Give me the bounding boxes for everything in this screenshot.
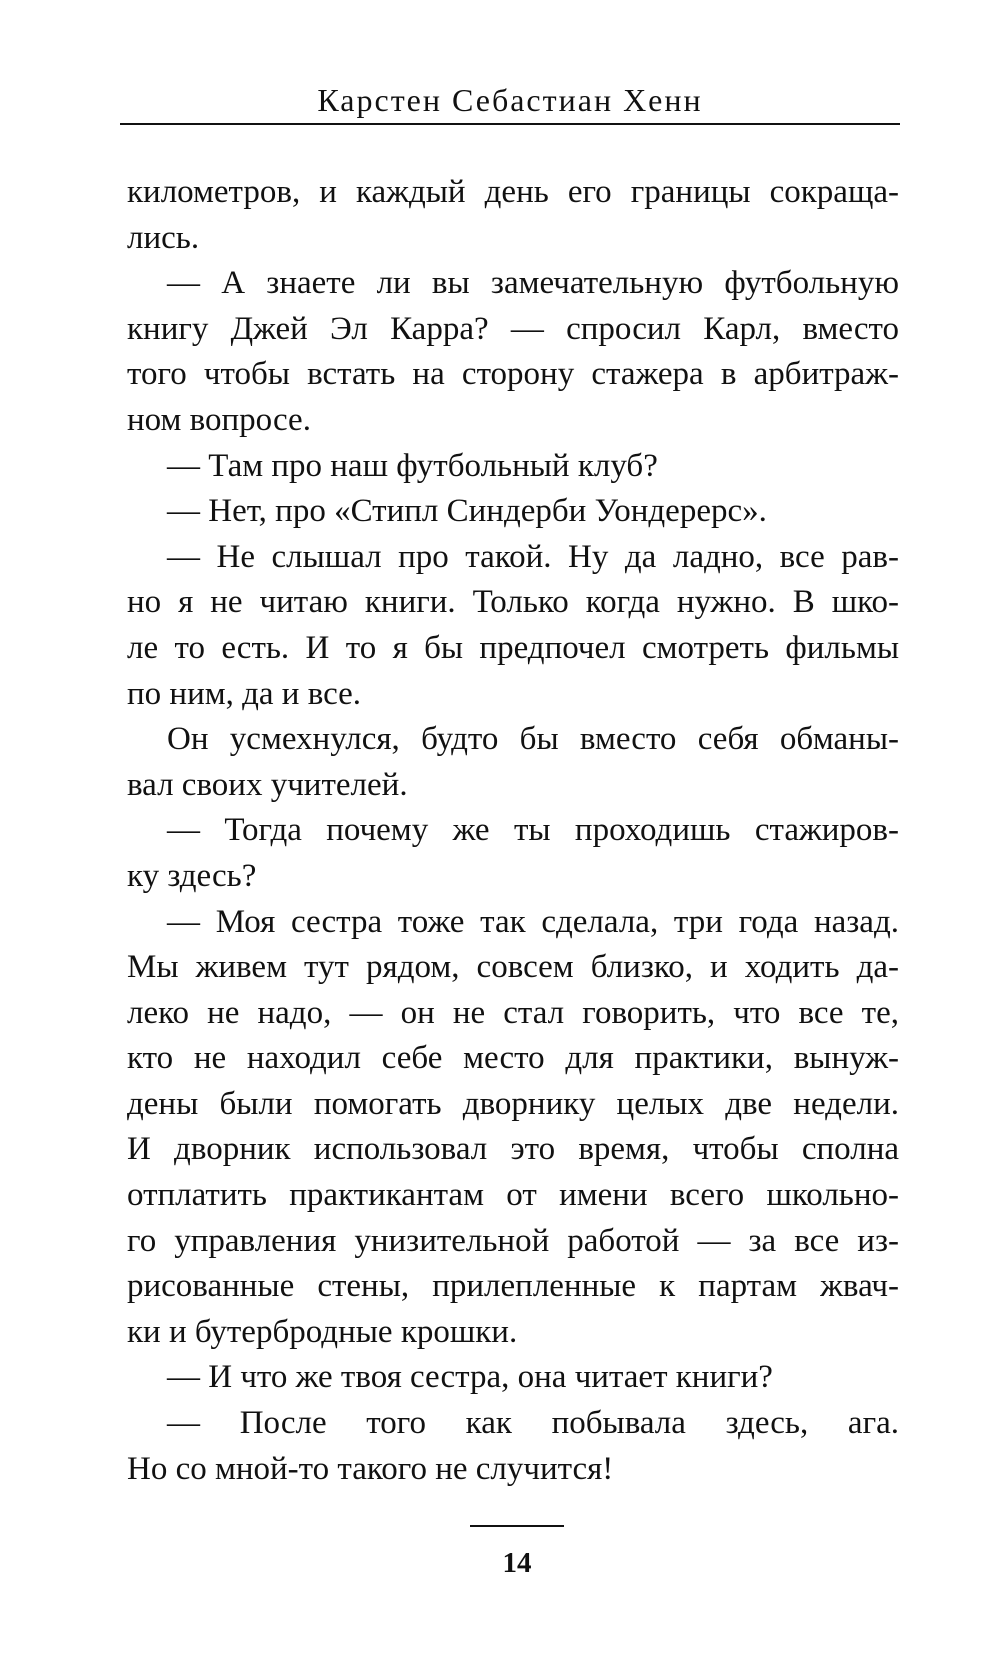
text-line: И дворник использовал это время, чтобы сполна (127, 1131, 899, 1168)
text-line: ку здесь? (127, 857, 257, 894)
text-line: — Там про наш футбольный клуб? (167, 447, 658, 484)
text-line: — Тогда почему же ты проходишь стажиров- (167, 812, 899, 849)
text-line: рисованные стены, прилепленные к партам жвач- (127, 1268, 899, 1305)
body-text (127, 170, 899, 1492)
text-line: лись. (127, 219, 200, 256)
text-line: — Не слышал про такой. Ну да ладно, все рав- (167, 538, 899, 575)
text-line: того чтобы встать на сторону стажера в арбитраж- (127, 356, 899, 393)
text-line: дены были помогать дворнику целых две недели. (127, 1085, 899, 1122)
text-line: го управления унизительной работой — за все из- (127, 1222, 899, 1259)
text-line: Он усмехнулся, будто бы вместо себя обманы- (167, 721, 899, 758)
text-line: ки и бутербродные крошки. (127, 1313, 518, 1350)
text-line: кто не находил себе место для практики, вынуж- (127, 1040, 899, 1077)
text-line: — Моя сестра тоже так сделала, три года назад. (167, 903, 899, 940)
text-line: леко не надо, — он не стал говорить, что все те, (127, 994, 899, 1031)
footer-divider (470, 1525, 564, 1527)
text-line: — Нет, про «Стипл Синдерби Уондерерс». (167, 493, 767, 530)
text-line: — А знаете ли вы замечательную футбольную (167, 265, 899, 302)
text-line: ле то есть. И то я бы предпочел смотреть фильмы (127, 629, 899, 666)
running-header-title: Карстен Себастиан Хенн (317, 82, 703, 118)
text-line: по ним, да и все. (127, 675, 362, 712)
text-line: — И что же твоя сестра, она читает книги? (167, 1359, 773, 1396)
text-line: километров, и каждый день его границы сокраща- (127, 174, 899, 210)
text-line: Мы живем тут рядом, совсем близко, и ходить да- (127, 949, 899, 986)
text-line: ном вопросе. (127, 401, 311, 438)
page-number: 14 (502, 1547, 532, 1579)
text-line: отплатить практикантам от имени всего школьно- (127, 1177, 899, 1214)
text-line: книгу Джей Эл Карра? — спросил Карл, вместо (127, 310, 899, 347)
text-line: но я не читаю книги. Только когда нужно. В шко- (127, 584, 899, 621)
text-line: вал своих учителей. (127, 766, 408, 803)
text-line: — После того как побывала здесь, ага. (167, 1405, 899, 1442)
header-divider (120, 123, 900, 125)
text-line: Но со мной-то такого не случится! (127, 1450, 614, 1487)
